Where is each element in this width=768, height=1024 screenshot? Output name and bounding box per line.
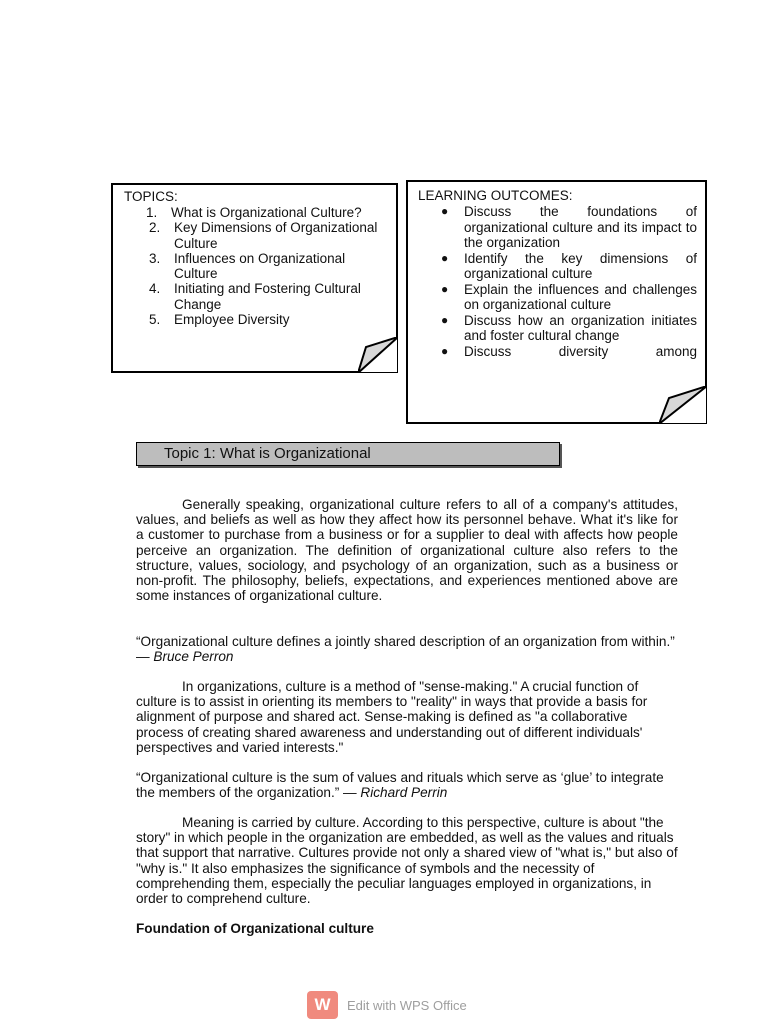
paragraph-3: Meaning is carried by culture. According to this perspective, culture is about "the story" in which people in the organization are embedded, as well as the values and rituals that support that narrative. Cultures provide not only a shared view of "what is," but also of "why is." It also emphasizes the significance of symbols and the necessity of comprehending them, especially the peculiar languages employed in organizations, in order to comprehend culture. bbox=[136, 815, 678, 907]
outcomes-list bbox=[439, 204, 697, 359]
bullet-icon: ● bbox=[441, 343, 449, 358]
quote-author: Richard Perrin bbox=[360, 785, 448, 801]
bullet-icon: ● bbox=[441, 204, 449, 218]
outcome-item: ● Discuss the foundations of organizational culture and its impact to the organization bbox=[441, 204, 697, 250]
wps-watermark-text: Edit with WPS Office bbox=[347, 997, 467, 1013]
paragraph-1: Generally speaking, organizational culture refers to all of a company's attitudes, values, and beliefs as well as how they affect how its personnel behave. What it's like for a customer to purchase from a business or for a supplier to deal with affects how people perceive an organization. The definition of organizational culture also refers to the structure, values, sociology, and psychology of an organization, such as a business or non-profit. The philosophy, beliefs, expectations, and experiences mentioned above are some instances of organizational culture. bbox=[136, 497, 678, 604]
quote-author: Bruce Perron bbox=[153, 649, 234, 665]
page-curl-icon bbox=[659, 386, 707, 424]
wps-watermark bbox=[307, 991, 467, 1019]
bullet-icon: ● bbox=[441, 281, 449, 296]
wps-logo-icon: W bbox=[307, 991, 338, 1019]
topic-header-text: Topic 1: What is Organizational bbox=[164, 445, 371, 462]
quote-1: “Organizational culture defines a jointly shared description of an organization from within.” — Bruce Perron bbox=[136, 634, 675, 665]
outcome-item: ● Discuss how an organization initiates and foster cultural change bbox=[441, 312, 697, 343]
topic-item: 5. Employee Diversity bbox=[149, 312, 290, 328]
topics-title: TOPICS: bbox=[124, 189, 178, 204]
page-curl-icon bbox=[358, 337, 398, 373]
topic-item: 4. Initiating and Fostering Cultural Change bbox=[149, 281, 361, 312]
topic-item: 3. Influences on Organizational Culture bbox=[149, 250, 346, 282]
bullet-icon: ● bbox=[441, 250, 449, 265]
outcome-item: ● Discuss diversity among bbox=[441, 343, 697, 359]
topic-item: 1. What is Organizational Culture? bbox=[146, 205, 362, 220]
topic-header-bar bbox=[136, 442, 560, 466]
learning-outcomes-title: LEARNING OUTCOMES: bbox=[418, 188, 573, 203]
section-heading: Foundation of Organizational culture bbox=[136, 921, 374, 936]
bullet-icon: ● bbox=[441, 312, 449, 327]
learning-outcomes-box bbox=[406, 180, 707, 424]
paragraph-2: In organizations, culture is a method of "sense-making." A crucial function of culture is to assist in orienting its members to "reality" in ways that provide a basis for alignment of purpose and shared act. Sense-making is defined as "a collaborative process of creating shared awareness and understanding out of different individuals' perspectives and varied interests." bbox=[136, 679, 648, 755]
quote-2: “Organizational culture is the sum of values and rituals which serve as ‘glue’ to integrate the members of the organization.” — Richard Perrin bbox=[136, 770, 664, 801]
topics-list bbox=[146, 205, 384, 327]
outcome-item: ● Identify the key dimensions of organizational culture bbox=[441, 250, 697, 281]
topic-item: 2. Key Dimensions of Organizational Culture bbox=[149, 220, 378, 251]
topics-box bbox=[111, 183, 398, 373]
outcome-item: ● Explain the influences and challenges on organizational culture bbox=[441, 281, 697, 312]
